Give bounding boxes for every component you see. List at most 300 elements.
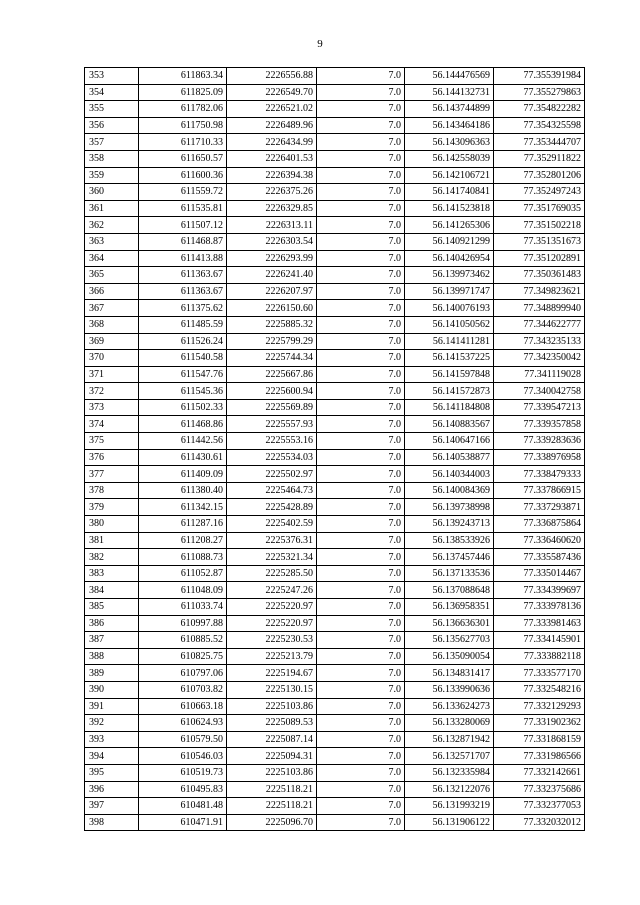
table-row	[85, 781, 585, 798]
latitude-cell: 56.132871942	[405, 731, 494, 748]
y-coordinate-cell: 2226329.85	[227, 200, 317, 217]
latitude-cell: 56.131906122	[405, 814, 494, 831]
table-row	[85, 516, 585, 533]
latitude-cell: 56.136958351	[405, 599, 494, 616]
y-coordinate-cell: 2225799.29	[227, 333, 317, 350]
point-number-cell: 387	[85, 632, 139, 649]
x-coordinate-cell: 611342.15	[139, 499, 227, 516]
y-coordinate-cell: 2225220.97	[227, 615, 317, 632]
table-row	[85, 798, 585, 815]
x-coordinate-cell: 611208.27	[139, 532, 227, 549]
y-coordinate-cell: 2225464.73	[227, 482, 317, 499]
y-coordinate-cell: 2225885.32	[227, 316, 317, 333]
height-cell: 7.0	[317, 117, 405, 134]
y-coordinate-cell: 2226489.96	[227, 117, 317, 134]
longitude-cell: 77.339547213	[494, 399, 585, 416]
y-coordinate-cell: 2226401.53	[227, 150, 317, 167]
point-number-cell: 393	[85, 731, 139, 748]
longitude-cell: 77.351351673	[494, 233, 585, 250]
height-cell: 7.0	[317, 366, 405, 383]
point-number-cell: 376	[85, 449, 139, 466]
point-number-cell: 357	[85, 134, 139, 151]
table-row	[85, 648, 585, 665]
height-cell: 7.0	[317, 300, 405, 317]
point-number-cell: 370	[85, 350, 139, 367]
latitude-cell: 56.135627703	[405, 632, 494, 649]
y-coordinate-cell: 2226150.60	[227, 300, 317, 317]
x-coordinate-cell: 610825.75	[139, 648, 227, 665]
x-coordinate-cell: 611650.57	[139, 150, 227, 167]
height-cell: 7.0	[317, 333, 405, 350]
latitude-cell: 56.143464186	[405, 117, 494, 134]
latitude-cell: 56.132571707	[405, 748, 494, 765]
y-coordinate-cell: 2225600.94	[227, 383, 317, 400]
point-number-cell: 374	[85, 416, 139, 433]
latitude-cell: 56.142106721	[405, 167, 494, 184]
x-coordinate-cell: 611507.12	[139, 217, 227, 234]
table-row	[85, 117, 585, 134]
x-coordinate-cell: 611545.36	[139, 383, 227, 400]
latitude-cell: 56.140538877	[405, 449, 494, 466]
y-coordinate-cell: 2226549.70	[227, 84, 317, 101]
y-coordinate-cell: 2225089.53	[227, 715, 317, 732]
x-coordinate-cell: 610997.88	[139, 615, 227, 632]
point-number-cell: 367	[85, 300, 139, 317]
height-cell: 7.0	[317, 233, 405, 250]
table-row	[85, 449, 585, 466]
height-cell: 7.0	[317, 184, 405, 201]
height-cell: 7.0	[317, 632, 405, 649]
longitude-cell: 77.338976958	[494, 449, 585, 466]
longitude-cell: 77.350361483	[494, 267, 585, 284]
height-cell: 7.0	[317, 217, 405, 234]
longitude-cell: 77.333981463	[494, 615, 585, 632]
longitude-cell: 77.354325598	[494, 117, 585, 134]
longitude-cell: 77.355391984	[494, 68, 585, 85]
height-cell: 7.0	[317, 615, 405, 632]
height-cell: 7.0	[317, 84, 405, 101]
x-coordinate-cell: 611502.33	[139, 399, 227, 416]
height-cell: 7.0	[317, 283, 405, 300]
height-cell: 7.0	[317, 781, 405, 798]
height-cell: 7.0	[317, 715, 405, 732]
latitude-cell: 56.139243713	[405, 516, 494, 533]
table-row	[85, 615, 585, 632]
point-number-cell: 379	[85, 499, 139, 516]
x-coordinate-cell: 611413.88	[139, 250, 227, 267]
longitude-cell: 77.352801206	[494, 167, 585, 184]
height-cell: 7.0	[317, 814, 405, 831]
table-row	[85, 267, 585, 284]
latitude-cell: 56.133624273	[405, 698, 494, 715]
latitude-cell: 56.132122076	[405, 781, 494, 798]
x-coordinate-cell: 611363.67	[139, 267, 227, 284]
latitude-cell: 56.140084369	[405, 482, 494, 499]
longitude-cell: 77.353444707	[494, 134, 585, 151]
point-number-cell: 391	[85, 698, 139, 715]
table-row	[85, 68, 585, 85]
y-coordinate-cell: 2226375.26	[227, 184, 317, 201]
height-cell: 7.0	[317, 565, 405, 582]
x-coordinate-cell: 611468.86	[139, 416, 227, 433]
x-coordinate-cell: 611409.09	[139, 466, 227, 483]
point-number-cell: 388	[85, 648, 139, 665]
y-coordinate-cell: 2225194.67	[227, 665, 317, 682]
y-coordinate-cell: 2225428.89	[227, 499, 317, 516]
y-coordinate-cell: 2226303.54	[227, 233, 317, 250]
table-row	[85, 416, 585, 433]
latitude-cell: 56.131993219	[405, 798, 494, 815]
height-cell: 7.0	[317, 167, 405, 184]
longitude-cell: 77.351502218	[494, 217, 585, 234]
height-cell: 7.0	[317, 150, 405, 167]
latitude-cell: 56.136636301	[405, 615, 494, 632]
longitude-cell: 77.339357858	[494, 416, 585, 433]
table-row	[85, 250, 585, 267]
x-coordinate-cell: 611287.16	[139, 516, 227, 533]
x-coordinate-cell: 611750.98	[139, 117, 227, 134]
height-cell: 7.0	[317, 482, 405, 499]
point-number-cell: 364	[85, 250, 139, 267]
table-row	[85, 764, 585, 781]
point-number-cell: 392	[85, 715, 139, 732]
latitude-cell: 56.144476569	[405, 68, 494, 85]
table-row	[85, 482, 585, 499]
x-coordinate-cell: 611048.09	[139, 582, 227, 599]
latitude-cell: 56.139738998	[405, 499, 494, 516]
longitude-cell: 77.344622777	[494, 316, 585, 333]
longitude-cell: 77.335587436	[494, 549, 585, 566]
longitude-cell: 77.337866915	[494, 482, 585, 499]
table-row	[85, 366, 585, 383]
longitude-cell: 77.352497243	[494, 184, 585, 201]
height-cell: 7.0	[317, 466, 405, 483]
point-number-cell: 360	[85, 184, 139, 201]
longitude-cell: 77.332375686	[494, 781, 585, 798]
x-coordinate-cell: 611088.73	[139, 549, 227, 566]
point-number-cell: 384	[85, 582, 139, 599]
longitude-cell: 77.336460620	[494, 532, 585, 549]
height-cell: 7.0	[317, 764, 405, 781]
x-coordinate-cell: 610797.06	[139, 665, 227, 682]
y-coordinate-cell: 2226313.11	[227, 217, 317, 234]
y-coordinate-cell: 2225230.53	[227, 632, 317, 649]
longitude-cell: 77.332032012	[494, 814, 585, 831]
x-coordinate-cell: 611863.34	[139, 68, 227, 85]
latitude-cell: 56.135090054	[405, 648, 494, 665]
longitude-cell: 77.332129293	[494, 698, 585, 715]
point-number-cell: 361	[85, 200, 139, 217]
table-row	[85, 582, 585, 599]
latitude-cell: 56.137457446	[405, 549, 494, 566]
y-coordinate-cell: 2225402.59	[227, 516, 317, 533]
point-number-cell: 368	[85, 316, 139, 333]
latitude-cell: 56.140076193	[405, 300, 494, 317]
x-coordinate-cell: 610519.73	[139, 764, 227, 781]
latitude-cell: 56.141572873	[405, 383, 494, 400]
longitude-cell: 77.335014467	[494, 565, 585, 582]
x-coordinate-cell: 610624.93	[139, 715, 227, 732]
table-row	[85, 399, 585, 416]
table-row	[85, 632, 585, 649]
point-number-cell: 394	[85, 748, 139, 765]
longitude-cell: 77.336875864	[494, 516, 585, 533]
latitude-cell: 56.137133536	[405, 565, 494, 582]
y-coordinate-cell: 2225094.31	[227, 748, 317, 765]
y-coordinate-cell: 2225502.97	[227, 466, 317, 483]
x-coordinate-cell: 611485.59	[139, 316, 227, 333]
latitude-cell: 56.132335984	[405, 764, 494, 781]
point-number-cell: 363	[85, 233, 139, 250]
y-coordinate-cell: 2225118.21	[227, 798, 317, 815]
point-number-cell: 355	[85, 101, 139, 118]
longitude-cell: 77.341119028	[494, 366, 585, 383]
x-coordinate-cell: 611526.24	[139, 333, 227, 350]
x-coordinate-cell: 610481.48	[139, 798, 227, 815]
y-coordinate-cell: 2225247.26	[227, 582, 317, 599]
height-cell: 7.0	[317, 549, 405, 566]
table-row	[85, 316, 585, 333]
y-coordinate-cell: 2226434.99	[227, 134, 317, 151]
table-row	[85, 233, 585, 250]
x-coordinate-cell: 610703.82	[139, 681, 227, 698]
point-number-cell: 358	[85, 150, 139, 167]
point-number-cell: 385	[85, 599, 139, 616]
table-row	[85, 814, 585, 831]
y-coordinate-cell: 2225103.86	[227, 698, 317, 715]
height-cell: 7.0	[317, 516, 405, 533]
point-number-cell: 371	[85, 366, 139, 383]
height-cell: 7.0	[317, 134, 405, 151]
latitude-cell: 56.140883567	[405, 416, 494, 433]
table-row	[85, 665, 585, 682]
longitude-cell: 77.331986566	[494, 748, 585, 765]
y-coordinate-cell: 2226293.99	[227, 250, 317, 267]
table-row	[85, 549, 585, 566]
table-row	[85, 134, 585, 151]
y-coordinate-cell: 2226207.97	[227, 283, 317, 300]
y-coordinate-cell: 2225103.86	[227, 764, 317, 781]
x-coordinate-cell: 611363.67	[139, 283, 227, 300]
longitude-cell: 77.348899940	[494, 300, 585, 317]
point-number-cell: 377	[85, 466, 139, 483]
longitude-cell: 77.334399697	[494, 582, 585, 599]
y-coordinate-cell: 2225130.15	[227, 681, 317, 698]
x-coordinate-cell: 611540.58	[139, 350, 227, 367]
longitude-cell: 77.338479333	[494, 466, 585, 483]
point-number-cell: 395	[85, 764, 139, 781]
point-number-cell: 375	[85, 433, 139, 450]
table-row	[85, 200, 585, 217]
y-coordinate-cell: 2226241.40	[227, 267, 317, 284]
latitude-cell: 56.137088648	[405, 582, 494, 599]
latitude-cell: 56.141184808	[405, 399, 494, 416]
x-coordinate-cell: 611547.76	[139, 366, 227, 383]
point-number-cell: 353	[85, 68, 139, 85]
longitude-cell: 77.354822282	[494, 101, 585, 118]
longitude-cell: 77.333577170	[494, 665, 585, 682]
table-row	[85, 499, 585, 516]
point-number-cell: 398	[85, 814, 139, 831]
latitude-cell: 56.141411281	[405, 333, 494, 350]
longitude-cell: 77.351769035	[494, 200, 585, 217]
table-row	[85, 283, 585, 300]
y-coordinate-cell: 2225569.89	[227, 399, 317, 416]
x-coordinate-cell: 611052.87	[139, 565, 227, 582]
point-number-cell: 378	[85, 482, 139, 499]
latitude-cell: 56.139971747	[405, 283, 494, 300]
height-cell: 7.0	[317, 200, 405, 217]
x-coordinate-cell: 611033.74	[139, 599, 227, 616]
longitude-cell: 77.339283636	[494, 433, 585, 450]
height-cell: 7.0	[317, 350, 405, 367]
latitude-cell: 56.143744899	[405, 101, 494, 118]
longitude-cell: 77.331868159	[494, 731, 585, 748]
table-row	[85, 565, 585, 582]
table-row	[85, 350, 585, 367]
height-cell: 7.0	[317, 449, 405, 466]
height-cell: 7.0	[317, 648, 405, 665]
latitude-cell: 56.143096363	[405, 134, 494, 151]
height-cell: 7.0	[317, 499, 405, 516]
latitude-cell: 56.140344003	[405, 466, 494, 483]
latitude-cell: 56.139973462	[405, 267, 494, 284]
point-number-cell: 381	[85, 532, 139, 549]
height-cell: 7.0	[317, 599, 405, 616]
height-cell: 7.0	[317, 698, 405, 715]
longitude-cell: 77.355279863	[494, 84, 585, 101]
point-number-cell: 396	[85, 781, 139, 798]
height-cell: 7.0	[317, 532, 405, 549]
coordinates-table-body	[85, 68, 585, 831]
latitude-cell: 56.140921299	[405, 233, 494, 250]
height-cell: 7.0	[317, 316, 405, 333]
height-cell: 7.0	[317, 731, 405, 748]
x-coordinate-cell: 611535.81	[139, 200, 227, 217]
table-row	[85, 101, 585, 118]
y-coordinate-cell: 2225213.79	[227, 648, 317, 665]
table-row	[85, 466, 585, 483]
height-cell: 7.0	[317, 267, 405, 284]
x-coordinate-cell: 610546.03	[139, 748, 227, 765]
table-row	[85, 333, 585, 350]
height-cell: 7.0	[317, 681, 405, 698]
point-number-cell: 362	[85, 217, 139, 234]
height-cell: 7.0	[317, 798, 405, 815]
point-number-cell: 397	[85, 798, 139, 815]
y-coordinate-cell: 2225220.97	[227, 599, 317, 616]
point-number-cell: 373	[85, 399, 139, 416]
x-coordinate-cell: 610471.91	[139, 814, 227, 831]
longitude-cell: 77.333978136	[494, 599, 585, 616]
longitude-cell: 77.332548216	[494, 681, 585, 698]
point-number-cell: 372	[85, 383, 139, 400]
coordinates-table	[84, 67, 585, 831]
latitude-cell: 56.144132731	[405, 84, 494, 101]
point-number-cell: 359	[85, 167, 139, 184]
y-coordinate-cell: 2225285.50	[227, 565, 317, 582]
latitude-cell: 56.140426954	[405, 250, 494, 267]
table-row	[85, 383, 585, 400]
table-row	[85, 300, 585, 317]
height-cell: 7.0	[317, 416, 405, 433]
latitude-cell: 56.141537225	[405, 350, 494, 367]
y-coordinate-cell: 2225096.70	[227, 814, 317, 831]
page-number: 9	[317, 38, 323, 50]
latitude-cell: 56.140647166	[405, 433, 494, 450]
y-coordinate-cell: 2225557.93	[227, 416, 317, 433]
longitude-cell: 77.351202891	[494, 250, 585, 267]
y-coordinate-cell: 2225376.31	[227, 532, 317, 549]
y-coordinate-cell: 2225553.16	[227, 433, 317, 450]
latitude-cell: 56.141597848	[405, 366, 494, 383]
x-coordinate-cell: 611600.36	[139, 167, 227, 184]
table-row	[85, 150, 585, 167]
x-coordinate-cell: 611430.61	[139, 449, 227, 466]
height-cell: 7.0	[317, 665, 405, 682]
table-row	[85, 599, 585, 616]
table-row	[85, 184, 585, 201]
table-row	[85, 217, 585, 234]
y-coordinate-cell: 2225534.03	[227, 449, 317, 466]
y-coordinate-cell: 2225321.34	[227, 549, 317, 566]
table-row	[85, 681, 585, 698]
point-number-cell: 382	[85, 549, 139, 566]
longitude-cell: 77.352911822	[494, 150, 585, 167]
point-number-cell: 383	[85, 565, 139, 582]
x-coordinate-cell: 611380.40	[139, 482, 227, 499]
longitude-cell: 77.333882118	[494, 648, 585, 665]
x-coordinate-cell: 611559.72	[139, 184, 227, 201]
point-number-cell: 380	[85, 516, 139, 533]
table-row	[85, 715, 585, 732]
height-cell: 7.0	[317, 383, 405, 400]
latitude-cell: 56.138533926	[405, 532, 494, 549]
latitude-cell: 56.134831417	[405, 665, 494, 682]
point-number-cell: 386	[85, 615, 139, 632]
x-coordinate-cell: 610495.83	[139, 781, 227, 798]
longitude-cell: 77.332377053	[494, 798, 585, 815]
point-number-cell: 356	[85, 117, 139, 134]
y-coordinate-cell: 2225667.86	[227, 366, 317, 383]
point-number-cell: 365	[85, 267, 139, 284]
y-coordinate-cell: 2225118.21	[227, 781, 317, 798]
longitude-cell: 77.334145901	[494, 632, 585, 649]
table-row	[85, 433, 585, 450]
latitude-cell: 56.141523818	[405, 200, 494, 217]
point-number-cell: 389	[85, 665, 139, 682]
table-row	[85, 698, 585, 715]
latitude-cell: 56.133990636	[405, 681, 494, 698]
point-number-cell: 390	[85, 681, 139, 698]
y-coordinate-cell: 2225087.14	[227, 731, 317, 748]
latitude-cell: 56.142558039	[405, 150, 494, 167]
height-cell: 7.0	[317, 433, 405, 450]
x-coordinate-cell: 610663.18	[139, 698, 227, 715]
latitude-cell: 56.133280069	[405, 715, 494, 732]
height-cell: 7.0	[317, 68, 405, 85]
longitude-cell: 77.331902362	[494, 715, 585, 732]
latitude-cell: 56.141265306	[405, 217, 494, 234]
x-coordinate-cell: 611782.06	[139, 101, 227, 118]
longitude-cell: 77.337293871	[494, 499, 585, 516]
table-row	[85, 748, 585, 765]
y-coordinate-cell: 2225744.34	[227, 350, 317, 367]
x-coordinate-cell: 610885.52	[139, 632, 227, 649]
point-number-cell: 354	[85, 84, 139, 101]
longitude-cell: 77.340042758	[494, 383, 585, 400]
height-cell: 7.0	[317, 582, 405, 599]
